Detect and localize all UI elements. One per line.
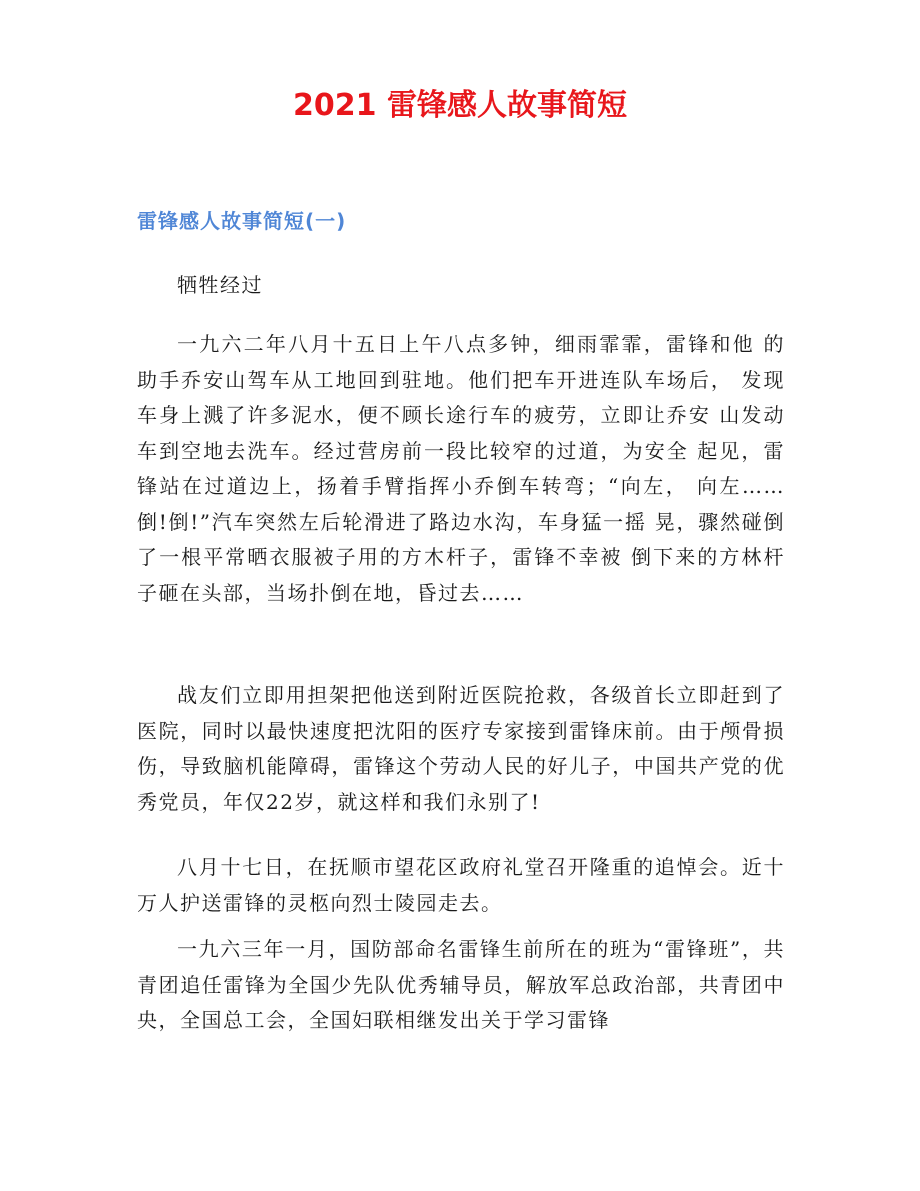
section-heading: 雷锋感人故事简短(一) [137, 209, 347, 233]
document-title: 2021 雷锋感人故事简短 [293, 88, 627, 123]
paragraph: 八月十七日，在抚顺市望花区政府礼堂召开隆重的追悼会。近十万人护送雷锋的灵柩向烈士陵园走去。 [137, 855, 785, 915]
paragraph: 一九六二年八月十五日上午八点多钟，细雨霏霏，雷锋和他 的助手乔安山驾车从工地回到驻地。他们把车开进连队车场后， 发现车身上溅了许多泥水，便不顾长途行车的疲劳，立即让乔安 山发动车到空地去洗车。经过营房前一段比较窄的过道，为安全 起见，雷锋站在过道边上，扬着手臂指挥小乔倒车转弯；“向左， 向左……倒!倒!”汽车突然左后轮滑进了路边水沟，车身猛一摇 晃，骤然碰倒了一根平常晒衣服被子用的方木杆子，雷锋不幸被 倒下来的方林杆子砸在头部，当场扑倒在地，昏过去…… [137, 332, 785, 605]
paragraph: 战友们立即用担架把他送到附近医院抢救，各级首长立即赶到了医院，同时以最快速度把沈阳的医疗专家接到雷锋床前。由于颅骨损伤，导致脑机能障碍，雷锋这个劳动人民的好儿子，中国共产党的优秀党员，年仅22岁，就这样和我们永别了! [137, 683, 785, 814]
subheading: 牺牲经过 [177, 273, 263, 297]
paragraph: 一九六三年一月，国防部命名雷锋生前所在的班为“雷锋班”，共青团追任雷锋为全国少先队优秀辅导员，解放军总政治部，共青团中央，全国总工会，全国妇联相继发出关于学习雷锋 [137, 937, 785, 1032]
